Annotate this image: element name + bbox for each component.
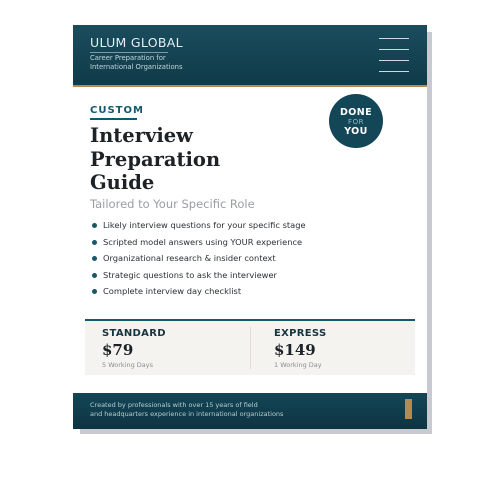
product-tag: CUSTOM xyxy=(90,105,144,116)
bullet-dot-icon xyxy=(92,240,97,245)
bullet-dot-icon xyxy=(92,289,97,294)
feature-text: Scripted model answers using YOUR experience xyxy=(103,236,303,247)
feature-item xyxy=(92,269,306,286)
tier-name: STANDARD xyxy=(102,328,166,339)
footer-accent-bar xyxy=(405,399,412,419)
badge-line2: FOR xyxy=(348,118,364,126)
footer-line1: Created by professionals with over 15 years of field xyxy=(90,401,258,409)
bullet-dot-icon xyxy=(92,273,97,278)
product-card xyxy=(73,25,427,429)
pricing-tier-standard[interactable] xyxy=(85,321,235,375)
bullet-dot-icon xyxy=(92,223,97,228)
tier-price: $149 xyxy=(274,341,316,359)
brand-tagline-line1: Career Preparation for xyxy=(90,54,166,62)
feature-item xyxy=(92,252,306,269)
product-title-line1: Interview xyxy=(90,124,193,147)
product-tag-underline xyxy=(90,118,137,120)
footer-line2: and headquarters experience in international organizations xyxy=(90,410,284,418)
brand-underline xyxy=(90,52,168,53)
card-footer xyxy=(73,393,427,429)
feature-item xyxy=(92,219,306,236)
product-subtitle: Tailored to Your Specific Role xyxy=(90,197,255,211)
feature-text: Complete interview day checklist xyxy=(103,286,242,297)
pricing-tier-express[interactable] xyxy=(257,321,407,375)
product-title xyxy=(90,124,330,195)
feature-text: Organizational research & insider context xyxy=(103,253,276,264)
feature-text: Strategic questions to ask the interviewer xyxy=(103,269,277,280)
feature-item xyxy=(92,285,306,302)
feature-text: Likely interview questions for your specific stage xyxy=(103,220,306,230)
feature-list xyxy=(92,219,306,302)
card-header xyxy=(73,25,427,87)
feature-item xyxy=(92,236,306,253)
header-accent-line xyxy=(73,85,427,87)
badge-line3: YOU xyxy=(344,126,368,137)
brand-tagline xyxy=(90,54,250,72)
tier-delivery: 1 Working Day xyxy=(274,361,322,369)
footer-text xyxy=(90,401,350,419)
tier-delivery: 5 Working Days xyxy=(102,361,154,369)
tier-price: $79 xyxy=(102,341,134,359)
brand-name: ULUM GLOBAL xyxy=(90,35,183,50)
tier-name: EXPRESS xyxy=(274,328,327,339)
product-title-line3: Guide xyxy=(90,171,155,194)
done-for-you-badge xyxy=(330,95,382,147)
brand-tagline-line2: International Organizations xyxy=(90,63,183,71)
pricing-divider xyxy=(250,327,251,369)
product-title-line2: Preparation xyxy=(90,147,221,171)
bullet-dot-icon xyxy=(92,256,97,261)
pricing-panel xyxy=(85,319,415,375)
badge-line1: DONE xyxy=(339,107,372,118)
